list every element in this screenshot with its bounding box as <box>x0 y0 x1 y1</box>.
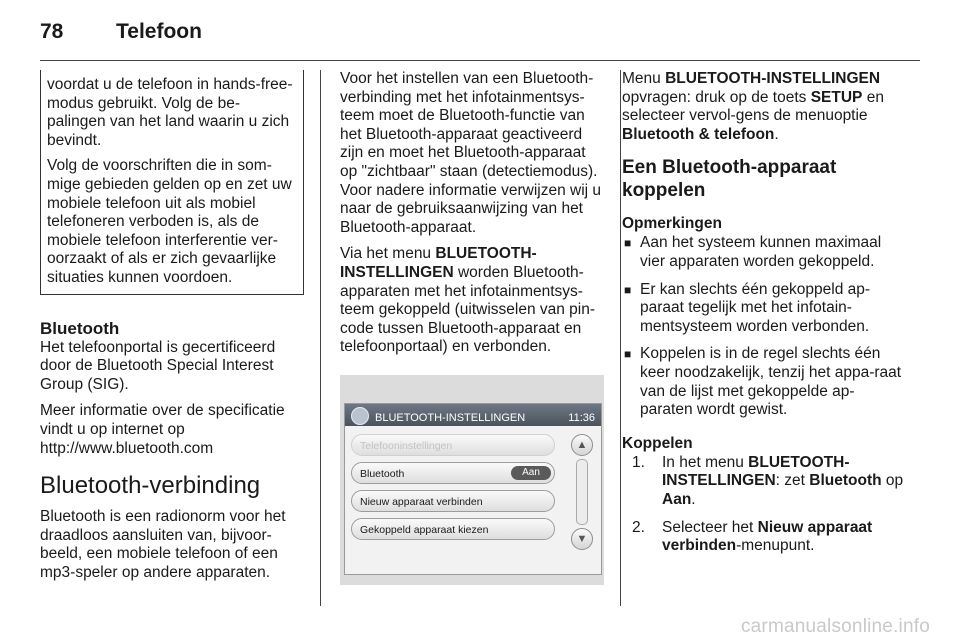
notes-list <box>622 234 906 419</box>
bluetooth-connection-heading: Bluetooth-verbinding <box>40 472 261 500</box>
list-item: ■ Koppelen is in de regel slechts één keer noodzakelijk, tenzij het appa-raat van de lijst met gekoppelde ap-paraten wordt gewist. <box>622 345 906 419</box>
column-divider-1 <box>320 70 321 606</box>
menu-intro <box>622 70 906 144</box>
intro-menu-name: BLUETOOTH-INSTELLINGEN <box>665 70 881 87</box>
section-title: Telefoon <box>116 20 202 43</box>
bluetooth-heading: Bluetooth <box>40 318 120 338</box>
menu-name: BLUETOOTH-INSTELLINGEN <box>340 245 537 281</box>
warning-box <box>40 70 304 295</box>
list-item: ■ Aan het systeem kunnen maximaal vier apparaten worden gekoppeld. <box>622 234 906 271</box>
menu-paragraph-text-2: worden Bluetooth-apparaten met het infotainmentsys-teem gekoppeld (uitwisselen van pin-code tussen Bluetooth-apparaat en telefoonportaal) en verbonden. <box>340 263 596 356</box>
warning-text-1: voordat u de telefoon in hands-free-modus gebruikt. Volg de be-palingen van het land waarin u zich bevindt. <box>47 76 293 149</box>
column-divider-2 <box>620 70 621 606</box>
page-number: 78 <box>40 20 64 43</box>
step-1 <box>622 454 906 510</box>
intro-text-1: Menu <box>622 70 666 87</box>
menu-item-select-paired-device[interactable]: Gekoppeld apparaat kiezen <box>351 518 555 540</box>
column-right <box>622 70 906 565</box>
menu-paragraph-text: Via het menu <box>340 245 436 263</box>
list-item: ■ Er kan slechts één gekoppeld ap-paraat tegelijk met het infotain-mentsysteem worden verbonden. <box>622 281 906 337</box>
screen-scrollbar[interactable] <box>571 434 593 550</box>
step-text: : zet <box>775 472 810 490</box>
screen-clock: 11:36 <box>568 411 595 424</box>
menu-paragraph <box>340 245 606 357</box>
scroll-up-icon[interactable]: ▲ <box>571 434 593 456</box>
scroll-track[interactable] <box>576 459 588 525</box>
intro-menu-option: Bluetooth & telefoon <box>622 125 775 143</box>
step-2 <box>622 519 906 556</box>
setup-paragraph: Voor het instellen van een Bluetooth-verbinding met het infotainmentsys-teem moet de Bluetooth-functie van het Bluetooth-apparaat geactiveerd zijn en moet het Bluetooth-apparaat op "zichtbaar" staan (detectiemodus). Voor nadere informatie verwijzen wij u naar de gebruiksaanwijzing van het Bluetooth-apparaat. <box>340 70 602 236</box>
menu-item-bluetooth[interactable] <box>351 462 555 484</box>
step-text: . <box>691 490 696 508</box>
pairing-heading: Een Bluetooth-apparaat koppelen <box>622 157 837 202</box>
step-number: 2. <box>632 518 645 536</box>
intro-text-3: en selecteer vervol-gens de menuoptie <box>622 88 884 125</box>
pairing-steps <box>622 454 906 556</box>
bluetooth-settings-icon <box>351 407 369 425</box>
bluetooth-connection-paragraph: Bluetooth is een radionorm voor het draadloos aansluiten van, bijvoor-beeld, een mobiele telefoon of een mp3-speler op andere apparaten. <box>40 508 286 581</box>
scroll-down-icon[interactable]: ▼ <box>571 528 593 550</box>
column-middle <box>340 70 606 585</box>
step-text: In het menu <box>662 453 749 471</box>
screen-titlebar <box>345 404 601 426</box>
bluetooth-toggle[interactable]: Aan <box>511 466 551 480</box>
screen-title: BLUETOOTH-INSTELLINGEN <box>375 411 526 424</box>
step-text: op <box>881 472 904 490</box>
menu-item-connect-new-device[interactable]: Nieuw apparaat verbinden <box>351 490 555 512</box>
menu-item-phone-settings[interactable]: Telefooninstellingen <box>351 434 555 456</box>
notes-heading: Opmerkingen <box>622 215 722 233</box>
step-option: Bluetooth <box>809 472 882 490</box>
bluetooth-info-text: Meer informatie over de specificatie vindt u op internet op <box>40 402 285 438</box>
step-option: Nieuw apparaat verbinden <box>662 518 873 555</box>
warning-text-2: Volg de voorschriften die in som-mige gebieden gelden op en zet uw mobiele telefoon uit als mobiel telefoneren verboden is, als de mobiele telefoon interferentie ver-oorzaakt of als er zich gevaarlijke situaties kunnen voordoen. <box>47 157 292 286</box>
step-text: Selecteer het <box>662 518 758 536</box>
menu-item-bluetooth-label: Bluetooth <box>360 467 405 480</box>
intro-setup-key: SETUP <box>810 88 863 106</box>
pairing-steps-heading: Koppelen <box>622 434 693 452</box>
intro-text-2: opvragen: druk op de toets <box>622 88 811 106</box>
device-screen <box>344 403 602 575</box>
watermark: carmanualsonline.info <box>740 616 930 637</box>
intro-text-4: . <box>774 125 779 143</box>
column-left <box>40 70 304 590</box>
step-value: Aan <box>662 490 692 508</box>
device-screenshot <box>340 375 604 585</box>
header-rule <box>40 60 920 61</box>
page-header <box>40 20 202 44</box>
bluetooth-paragraph-2 <box>40 402 304 458</box>
bluetooth-url: http://www.bluetooth.com <box>40 439 214 457</box>
step-menu-name: BLUETOOTH-INSTELLINGEN <box>662 453 850 490</box>
step-number: 1. <box>632 453 645 471</box>
bluetooth-paragraph-1: Het telefoonportal is gecertificeerd door de Bluetooth Special Interest Group (SIG). <box>40 338 276 393</box>
step-text: -menupunt. <box>736 537 815 555</box>
